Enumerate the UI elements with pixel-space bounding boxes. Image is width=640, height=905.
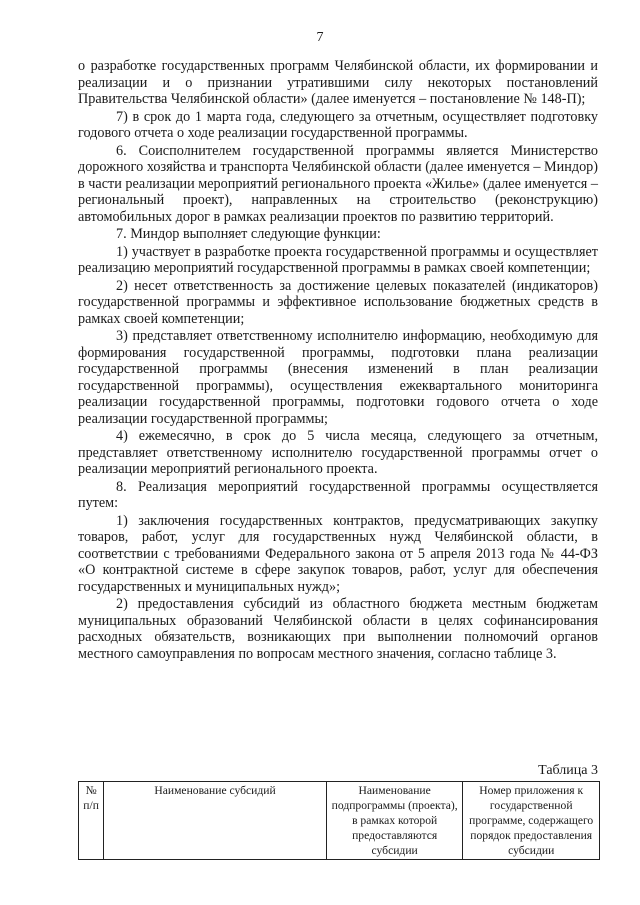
paragraph: 6. Соисполнителем государственной программы является Министерство дорожного хозяйства и транспорта Челябинской области (далее именуется – Миндор) в части реализации мероприятий регионального проекта «Жилье» (далее именуется – региональный проект), направленных на строительство (реконструкцию) автомобильных дорог в рамках реализации проектов по развитию территорий. [78,142,598,225]
paragraph: 8. Реализация мероприятий государственной программы осуществляется путем: [78,478,598,511]
table-caption: Таблица 3 [538,763,598,778]
body-text [78,58,598,663]
paragraph: о разработке государственных программ Челябинской области, их формировании и реализации и о признании утратившими силу некоторых постановлений Правительства Челябинской области» (далее именуется – постановление № 148-П); [78,58,598,107]
paragraph: 1) заключения государственных контрактов, предусматривающих закупку товаров, работ, услуг для государственных нужд Челябинской области, в соответствии с требованиями Федерального закона от 5 апреля 2013 года № 44-ФЗ «О контрактной системе в сфере закупок товаров, работ, услуг для обеспечения государственных и муниципальных нужд»; [78,512,598,595]
table-header-row [79,782,600,860]
paragraph: 7) в срок до 1 марта года, следующего за отчетным, осуществляет подготовку годового отчета о ходе реализации государственной программы. [78,108,598,141]
header-cell-subprogram-name: Наименование подпрограммы (проекта), в рамках которой предоставляются субсидии [326,782,463,860]
paragraph: 4) ежемесячно, в срок до 5 числа месяца, следующего за отчетным, представляет ответственному исполнителю государственной программы отчет о реализации мероприятий регионального проекта. [78,428,598,477]
header-cell-subsidy-name: Наименование субсидий [104,782,327,860]
paragraph: 3) представляет ответственному исполнителю информацию, необходимую для формирования государственной программы, подготовки плана реализации государственной программы (внесения изменений в план реализации государственной программы), осуществления ежеквартального мониторинга реализации государственной программы, подготовки годового отчета о ходе реализации государственной программы; [78,328,598,427]
subsidies-table [78,781,600,860]
paragraph: 2) предоставления субсидий из областного бюджета местным бюджетам муниципальных образований Челябинской области в целях софинансирования расходных обязательств, возникающих при выполнении полномочий органов местного самоуправления по вопросам местного значения, согласно таблице 3. [78,596,598,662]
page-number: 7 [316,30,324,45]
paragraph: 1) участвует в разработке проекта государственной программы и осуществляет реализацию мероприятий государственной программы в рамках своей компетенции; [78,243,598,276]
paragraph: 2) несет ответственность за достижение целевых показателей (индикаторов) государственной программы и эффективное использование бюджетных средств в рамках своей компетенции; [78,277,598,327]
header-cell-appendix-number: Номер приложения к государственной программе, содержащего порядок предоставления субсидии [463,782,600,860]
paragraph: 7. Миндор выполняет следующие функции: [116,226,381,242]
header-cell-number: № п/п [79,782,104,860]
